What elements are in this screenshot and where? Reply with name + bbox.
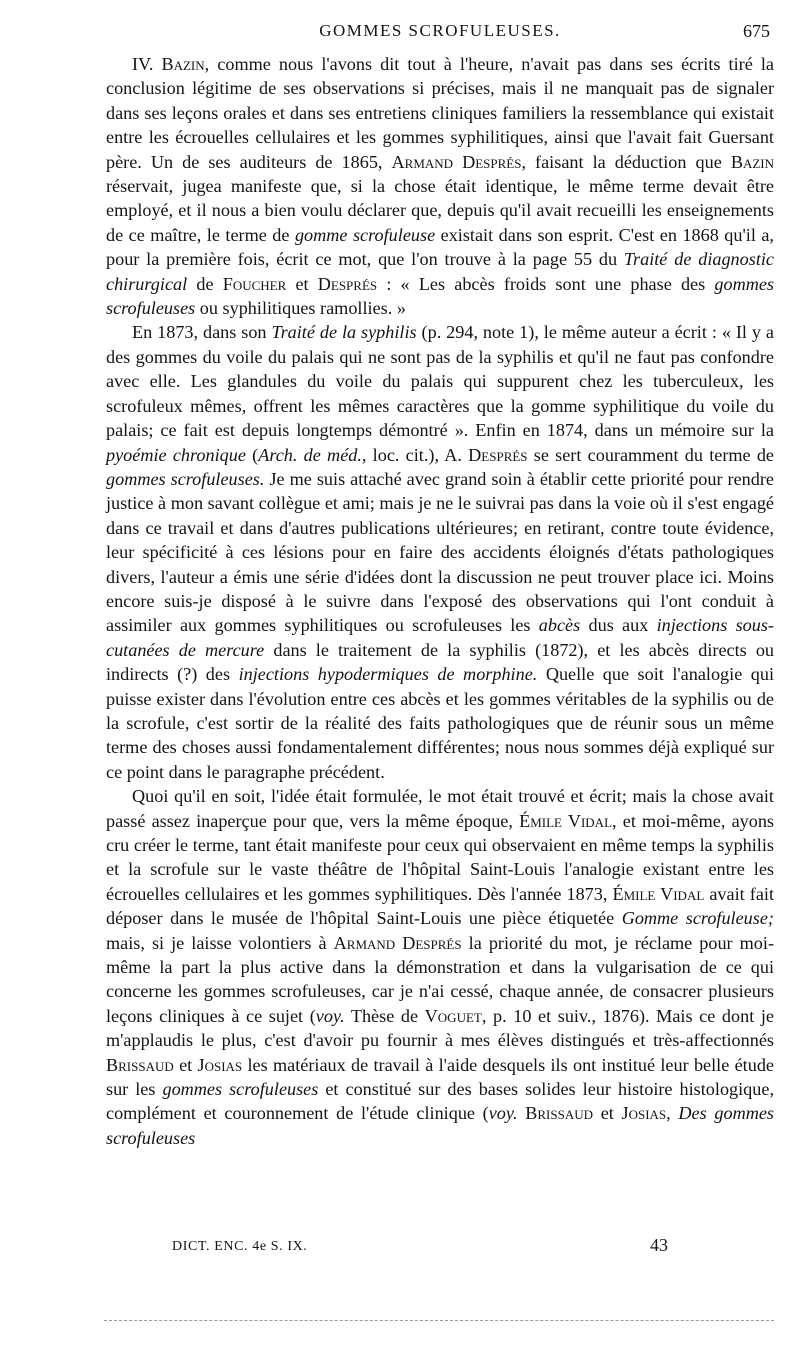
italic-run: Arch. de méd. bbox=[258, 444, 362, 465]
author-name: Bazin bbox=[161, 54, 205, 74]
text-run: les matériaux de travail à l'aide desquels ils ont institué leur belle étude sur les bbox=[106, 1054, 774, 1100]
text-run: Quelle que soit l'analogie qui puisse exister dans l'évolution entre ces abcès et les gommes véritables de la syphilis ou de la scrofule, c'est sortir de la réalité des faits pathologiques que de réunir sous un même terme des choses aussi fondamentalement différentes; nous nous sommes déjà expliqué sur ce point dans le paragraphe précédent. bbox=[106, 664, 775, 782]
text-run: se sert couramment du terme de bbox=[527, 444, 774, 465]
text-run: ( bbox=[245, 444, 259, 465]
italic-run: Traité de diagnostic chirurgical bbox=[106, 249, 775, 294]
text-run: avait fait déposer dans le musée de l'hôpital Saint-Louis une pièce étiquetée bbox=[106, 883, 774, 929]
italic-run: abcès bbox=[538, 615, 581, 636]
author-name: Armand Després bbox=[333, 932, 462, 953]
text-run: (p. 294, note 1), le même auteur a écrit : « Il y a des gommes du voile du palais qui ne sont pas de la syphilis et qu'il ne faut pas confondre avec elle. Les glandules du voile du palais qui suppurent chez les tuberculeux, les scrofuleux mêmes, offrent les mêmes caractères que la gomme syphilitique du voile du palais; ce fait est depuis longtemps démontré ». Enfin en 1874, dans un mémoire sur la bbox=[106, 322, 774, 441]
author-name: Émile Vidal bbox=[612, 883, 705, 904]
text-run: mais, si je laisse volontiers à bbox=[106, 932, 334, 953]
author-name: Voguet bbox=[424, 1005, 482, 1026]
italic-run: Traité de la syphilis bbox=[271, 322, 417, 343]
author-name: Émile Vidal bbox=[519, 810, 613, 831]
paragraph-2 bbox=[106, 320, 774, 784]
paragraph-3 bbox=[106, 784, 774, 1150]
signature-number: 43 bbox=[650, 1235, 668, 1255]
text-run: réservait, jugea manifeste que, si la chose était identique, le même terme devait être employé, et il nous a bien voulu déclarer que, depuis qu'il avait recueilli les enseignements de ce maître, le terme de bbox=[106, 176, 774, 245]
author-name: Després bbox=[468, 444, 528, 465]
text-run: et bbox=[173, 1054, 198, 1075]
italic-run: Des gommes scrofuleuses bbox=[106, 1103, 775, 1148]
italic-run: gommes scrofuleuses bbox=[106, 273, 774, 319]
text-run: Je me suis attaché avec grand soin à établir cette priorité pour rendre justice à mon savant collègue et ami; mais je ne le suivrai pas dans la voie où il s'est engagé dans ce travail et dans d'autres publications ultérieures; en retirant, contre toute évidence, leur spécificité à ces lésions pour en faire des accidents éloignés d'états pathologiques divers, l'auteur a émis une série d'idées dont la discussion ne peut trouver place ici. Moins encore suis-je disposé à le suivre dans l'exposé des observations qui l'ont conduit à assimiler aux gommes syphilitiques ou scrofuleuses les bbox=[106, 468, 774, 636]
text-run: dus aux bbox=[580, 615, 657, 636]
author-name: Josias bbox=[197, 1054, 243, 1075]
italic-run: injections sous-cutanées de mercure bbox=[106, 615, 774, 660]
italic-run: gomme scrofuleuse bbox=[294, 224, 436, 245]
author-name: Foucher bbox=[222, 273, 287, 294]
text-run: IV. bbox=[132, 54, 162, 74]
text-run: dans le traitement de la syphilis (1872), et les abcès directs ou indirects (?) des bbox=[106, 639, 775, 685]
text-run: , p. 10 et suiv., 1876). Mais ce dont je m'applaudis le plus, c'est d'avoir pu fournir à mes élèves distingués et très-affectionnés bbox=[106, 1005, 774, 1051]
italic-run: voy. bbox=[315, 1005, 345, 1026]
running-title: GOMMES SCROFULEUSES. bbox=[319, 21, 561, 40]
bottom-rule bbox=[104, 1320, 774, 1321]
text-run: et bbox=[593, 1103, 622, 1124]
author-name: Bazin bbox=[730, 151, 774, 172]
italic-run: gommes scrofuleuses bbox=[162, 1079, 319, 1100]
text-run: et bbox=[286, 273, 318, 294]
italic-run: Gomme scrofuleuse; bbox=[621, 908, 774, 929]
italic-run: pyoémie chronique bbox=[106, 444, 246, 465]
footer bbox=[172, 1233, 692, 1261]
italic-run: voy. bbox=[488, 1103, 518, 1124]
text-run: , loc. cit.), A. bbox=[361, 444, 469, 465]
body-text bbox=[106, 52, 774, 1150]
text-run: En 1873, dans son bbox=[132, 322, 272, 343]
text-run: , bbox=[666, 1103, 679, 1124]
author-name: Després bbox=[317, 273, 378, 294]
text-run: la priorité du mot, je réclame pour moi-même la part la plus active dans la démonstration et dans la vulgarisation de ce qui concerne les gommes scrofuleuses, car je n'ai cessé, chaque année, de consacrer plusieurs leçons cliniques à ce sujet ( bbox=[106, 932, 775, 1026]
text-run: , faisant la déduction que bbox=[521, 151, 731, 172]
italic-run: injections hypodermiques de morphine. bbox=[238, 664, 538, 685]
author-name: Brissaud bbox=[106, 1054, 174, 1075]
running-head bbox=[106, 16, 774, 46]
author-name: Brissaud bbox=[525, 1103, 593, 1124]
text-run: , et moi-même, ayons cru créer le terme, tant était manifeste pour ceux qui observaient en même temps la syphilis et la scrofule sur le vaste théâtre de l'hôpital Saint-Louis l'analogie existant entre les écrouelles cellulaires et les gommes syphilitiques. Dès l'année 1873, bbox=[106, 810, 774, 904]
text-run: : « Les abcès froids sont une phase des bbox=[377, 273, 715, 294]
text-run: , comme nous l'avons dit tout à l'heure, n'avait pas dans ses écrits tiré la conclusion légitime de ses observations si précises, mais il ne manquait pas de signaler dans ses leçons orales et dans ses entretiens cliniques familiers la ressemblance qui existait entre les écrouelles cellulaires et les gommes syphilitiques, ainsi que l'avait fait Guersant père. Un de ses auditeurs de 1865, bbox=[106, 54, 774, 172]
author-name: Armand Després bbox=[391, 151, 522, 172]
text-run: existait dans son esprit. C'est en 1868 qu'il a, pour la première fois, écrit ce mot, que l'on trouve à la page 55 du bbox=[106, 224, 774, 270]
text-run: et constitué sur des bases solides leur histoire histologique, complément et couronnement de l'étude clinique ( bbox=[106, 1079, 774, 1124]
text-run: Thèse de bbox=[344, 1005, 425, 1026]
printer-signature: DICT. ENC. 4e S. IX. bbox=[172, 1239, 308, 1254]
text-run: de bbox=[187, 273, 223, 294]
author-name: Josias bbox=[621, 1103, 667, 1124]
text-run: ou syphilitiques ramollies. » bbox=[195, 298, 406, 319]
paragraph-1 bbox=[106, 52, 774, 320]
page-number: 675 bbox=[743, 21, 770, 41]
italic-run: gommes scrofuleuses. bbox=[106, 468, 265, 489]
text-run: Quoi qu'il en soit, l'idée était formulée, le mot était trouvé et écrit; mais la chose avait passé assez inaperçue pour que, vers la même époque, bbox=[106, 786, 774, 831]
